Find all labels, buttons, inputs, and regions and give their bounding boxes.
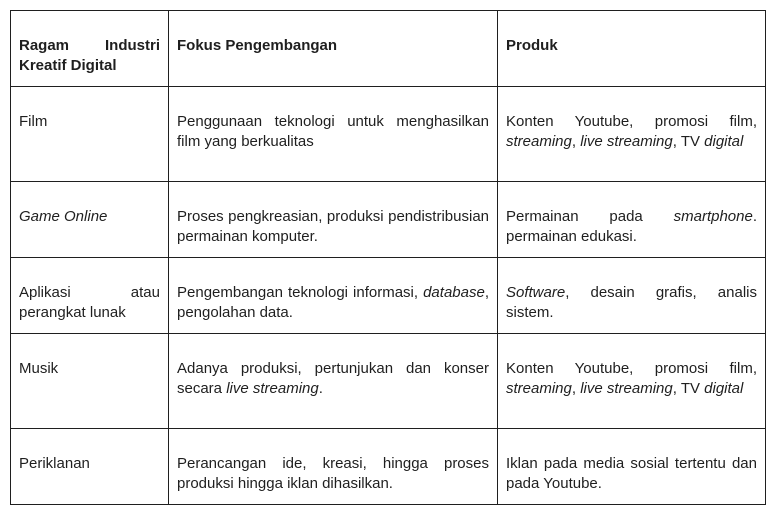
cell-product — [498, 334, 766, 429]
cell-focus — [169, 258, 498, 334]
cell-text-segment: Aplikasi atau perangkat lunak — [19, 284, 160, 321]
cell-text-segment: smartphone — [673, 208, 753, 225]
cell-text-segment: Konten Youtube, promosi film, — [506, 360, 757, 377]
cell-text-segment: Musik — [19, 360, 59, 377]
cell-text-segment: live streaming — [580, 133, 673, 150]
cell-text-segment: , pengolahan data. — [177, 284, 489, 321]
cell-focus — [169, 334, 498, 429]
cell-text-segment: Film — [19, 113, 48, 130]
cell-product — [498, 258, 766, 334]
cell-text-segment: Periklanan — [19, 455, 90, 472]
cell-text-segment: digital — [704, 380, 744, 397]
industry-table — [10, 10, 766, 505]
cell-focus — [169, 87, 498, 182]
cell-product — [498, 429, 766, 505]
cell-text-segment: Perancangan ide, kreasi, hingga proses produksi hingga iklan dihasilkan. — [177, 455, 489, 492]
cell-category — [11, 429, 169, 505]
cell-text-segment: Proses pengkreasian, produksi pendistribusian permainan komputer. — [177, 208, 489, 245]
cell-text-segment: streaming — [506, 380, 572, 397]
cell-product — [498, 87, 766, 182]
cell-text-segment: Penggunaan teknologi untuk menghasilkan film yang berkualitas — [177, 113, 489, 150]
table-header-row — [11, 11, 766, 87]
cell-text-segment: Adanya produksi, pertunjukan dan konser secara — [177, 360, 489, 397]
cell-category — [11, 182, 169, 258]
table-row — [11, 334, 766, 429]
cell-text-segment: , — [571, 380, 581, 397]
cell-product — [498, 182, 766, 258]
cell-focus — [169, 182, 498, 258]
cell-text-segment: streaming — [506, 133, 572, 150]
cell-category — [11, 258, 169, 334]
cell-text-segment: Permainan pada — [506, 208, 674, 225]
table-row — [11, 258, 766, 334]
cell-text-segment: , TV — [672, 380, 705, 397]
cell-text-segment: , TV — [672, 133, 705, 150]
cell-text-segment: database — [423, 284, 485, 301]
cell-category — [11, 334, 169, 429]
header-ragam-industri: Ragam Industri Kreatif Digital — [11, 11, 169, 87]
cell-text-segment: . permainan edukasi. — [506, 208, 757, 245]
header-fokus-pengembangan: Fokus Pengembangan — [169, 11, 498, 87]
cell-text-segment: Iklan pada media sosial tertentu dan pada Youtube. — [506, 455, 757, 492]
header-produk: Produk — [498, 11, 766, 87]
cell-text-segment: live streaming — [226, 380, 319, 397]
cell-text-segment: Game Online — [19, 208, 108, 225]
cell-text-segment: Software — [506, 284, 566, 301]
cell-focus — [169, 429, 498, 505]
table-row — [11, 429, 766, 505]
cell-category — [11, 87, 169, 182]
table-row — [11, 87, 766, 182]
cell-text-segment: , — [571, 133, 581, 150]
cell-text-segment: live streaming — [580, 380, 673, 397]
cell-text-segment: Konten Youtube, promosi film, — [506, 113, 757, 130]
cell-text-segment: , desain grafis, analis sistem. — [506, 284, 757, 321]
cell-text-segment: digital — [704, 133, 744, 150]
cell-text-segment: . — [318, 380, 323, 397]
table-row — [11, 182, 766, 258]
cell-text-segment: Pengembangan teknologi informasi, — [177, 284, 424, 301]
